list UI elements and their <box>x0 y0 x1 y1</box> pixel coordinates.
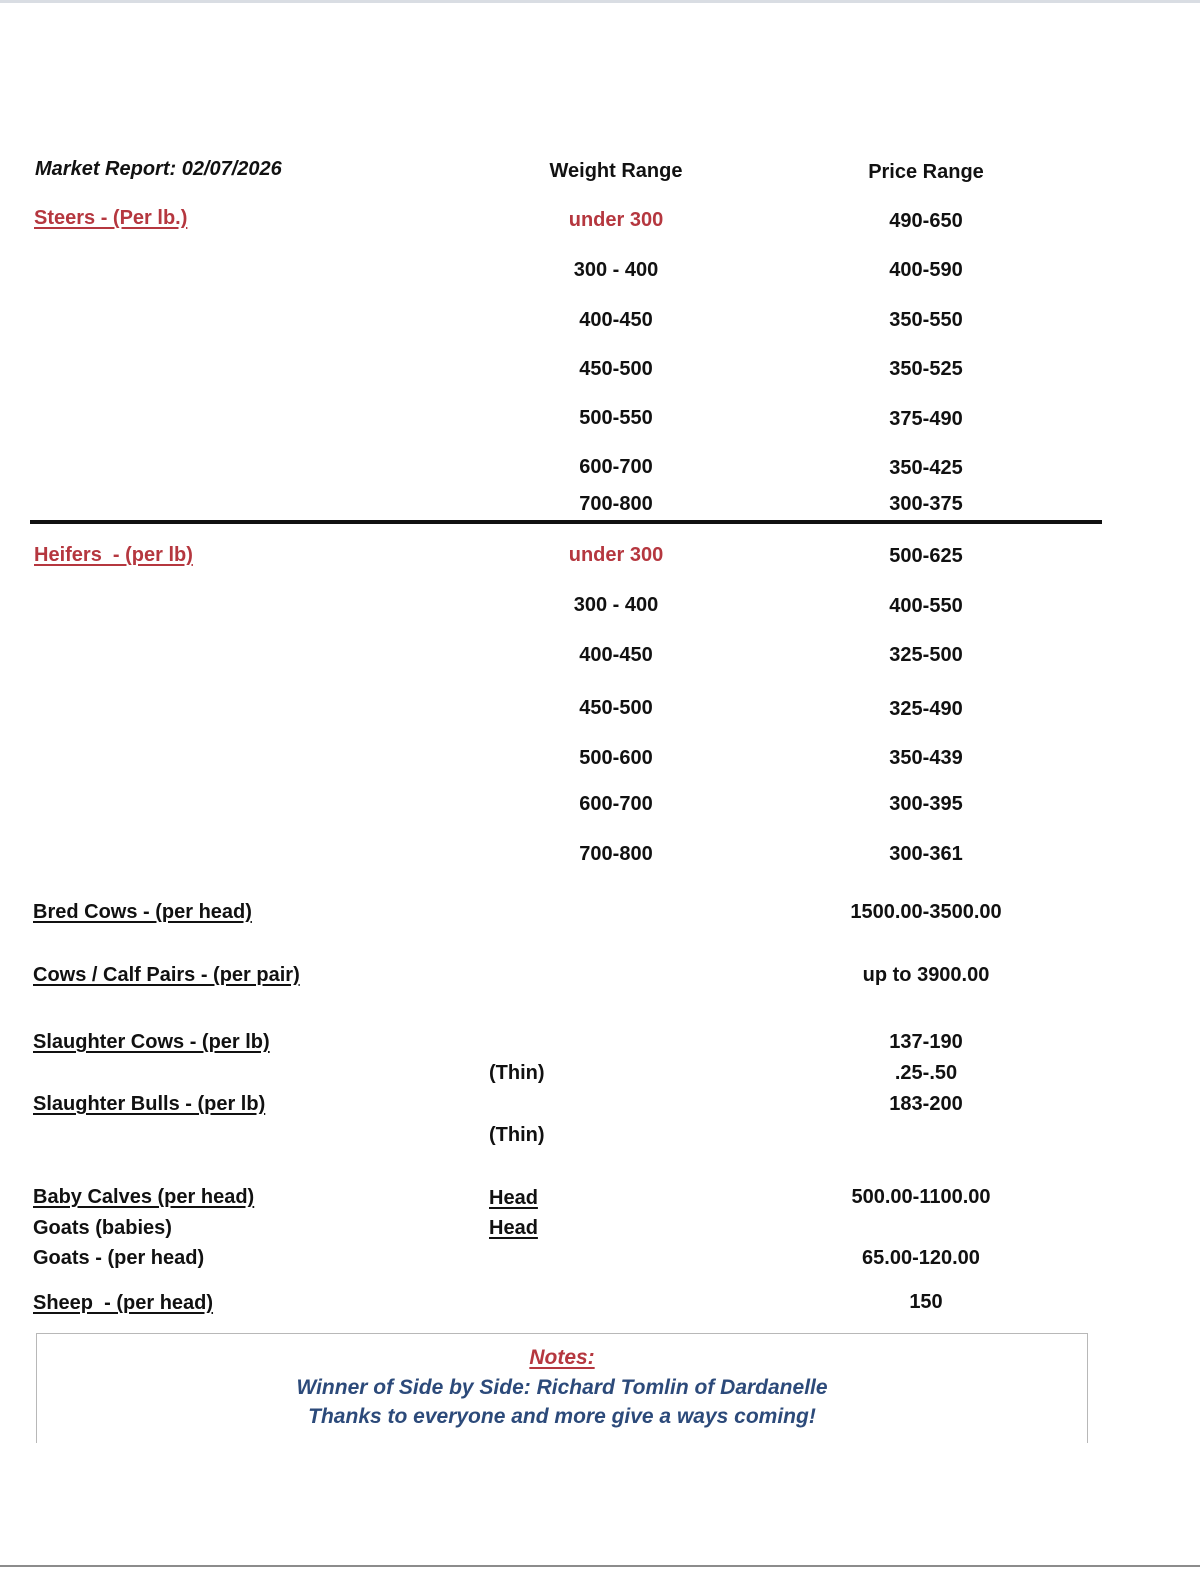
slaughter-cows-price: 137-190 <box>889 1031 963 1053</box>
slaughter-bulls-thin-label: (Thin) <box>489 1124 545 1146</box>
heifers-price-3: 325-490 <box>889 698 963 720</box>
bred-cows-price: 1500.00-3500.00 <box>850 901 1002 923</box>
steers-price-0: 490-650 <box>889 210 963 232</box>
goats-price: 65.00-120.00 <box>862 1247 980 1269</box>
goats-babies-label: Goats (babies) <box>33 1217 172 1239</box>
report-title: Market Report: 02/07/2026 <box>35 158 282 180</box>
steers-price-1: 400-590 <box>889 259 963 281</box>
steers-price-2: 350-550 <box>889 309 963 331</box>
slaughter-cows-thin-price: .25-.50 <box>894 1062 958 1084</box>
section-divider <box>30 520 1102 524</box>
steers-weight-6: 700-800 <box>579 493 653 515</box>
heifers-price-2: 325-500 <box>889 644 963 666</box>
steers-weight-4: 500-550 <box>579 407 653 429</box>
steers-weight-2: 400-450 <box>579 309 653 331</box>
bred-cows-label: Bred Cows - (per head) <box>33 901 252 923</box>
baby-calves-unit: Head <box>489 1187 538 1209</box>
sheep-price: 150 <box>909 1291 943 1313</box>
notes-box <box>36 1333 1088 1443</box>
baby-calves-label: Baby Calves (per head) <box>33 1186 255 1208</box>
steers-price-5: 350-425 <box>889 457 963 479</box>
heifers-price-5: 300-395 <box>889 793 963 815</box>
heifers-price-1: 400-550 <box>889 595 963 617</box>
heifers-weight-3: 450-500 <box>579 697 653 719</box>
heifers-label: Heifers - (per lb) <box>34 544 193 566</box>
sheep-label: Sheep - (per head) <box>33 1292 214 1314</box>
steers-weight-5: 600-700 <box>579 456 653 478</box>
scan-edge-top <box>0 0 1200 3</box>
steers-price-4: 375-490 <box>889 408 963 430</box>
weight-range-header: Weight Range <box>549 160 683 182</box>
heifers-weight-2: 400-450 <box>579 644 653 666</box>
heifers-weight-5: 600-700 <box>579 793 653 815</box>
steers-weight-0: under 300 <box>568 209 664 231</box>
slaughter-bulls-price: 183-200 <box>889 1093 963 1115</box>
cow-calf-pairs-label: Cows / Calf Pairs - (per pair) <box>33 964 300 986</box>
goats-label: Goats - (per head) <box>33 1247 205 1269</box>
slaughter-bulls-label: Slaughter Bulls - (per lb) <box>33 1093 266 1115</box>
slaughter-cows-label: Slaughter Cows - (per lb) <box>33 1031 270 1053</box>
steers-weight-3: 450-500 <box>579 358 653 380</box>
steers-label: Steers - (Per lb.) <box>34 207 188 229</box>
heifers-weight-4: 500-600 <box>579 747 653 769</box>
heifers-price-4: 350-439 <box>889 747 963 769</box>
notes-title: Notes: <box>529 1346 595 1369</box>
notes-line-2: Thanks to everyone and more give a ways coming! <box>308 1405 816 1428</box>
slaughter-cows-thin-label: (Thin) <box>489 1062 545 1084</box>
steers-weight-1: 300 - 400 <box>573 259 659 281</box>
heifers-weight-0: under 300 <box>568 544 664 566</box>
heifers-price-0: 500-625 <box>889 545 963 567</box>
heifers-weight-1: 300 - 400 <box>573 594 659 616</box>
cow-calf-pairs-price: up to 3900.00 <box>862 964 990 986</box>
goats-babies-unit: Head <box>489 1217 538 1239</box>
heifers-price-6: 300-361 <box>889 843 963 865</box>
baby-calves-price: 500.00-1100.00 <box>851 1186 991 1208</box>
price-range-header: Price Range <box>868 161 984 183</box>
notes-line-1: Winner of Side by Side: Richard Tomlin of Dardanelle <box>296 1376 828 1399</box>
scan-edge-bottom <box>0 1565 1200 1567</box>
steers-price-3: 350-525 <box>889 358 963 380</box>
heifers-weight-6: 700-800 <box>579 843 653 865</box>
steers-price-6: 300-375 <box>889 493 963 515</box>
